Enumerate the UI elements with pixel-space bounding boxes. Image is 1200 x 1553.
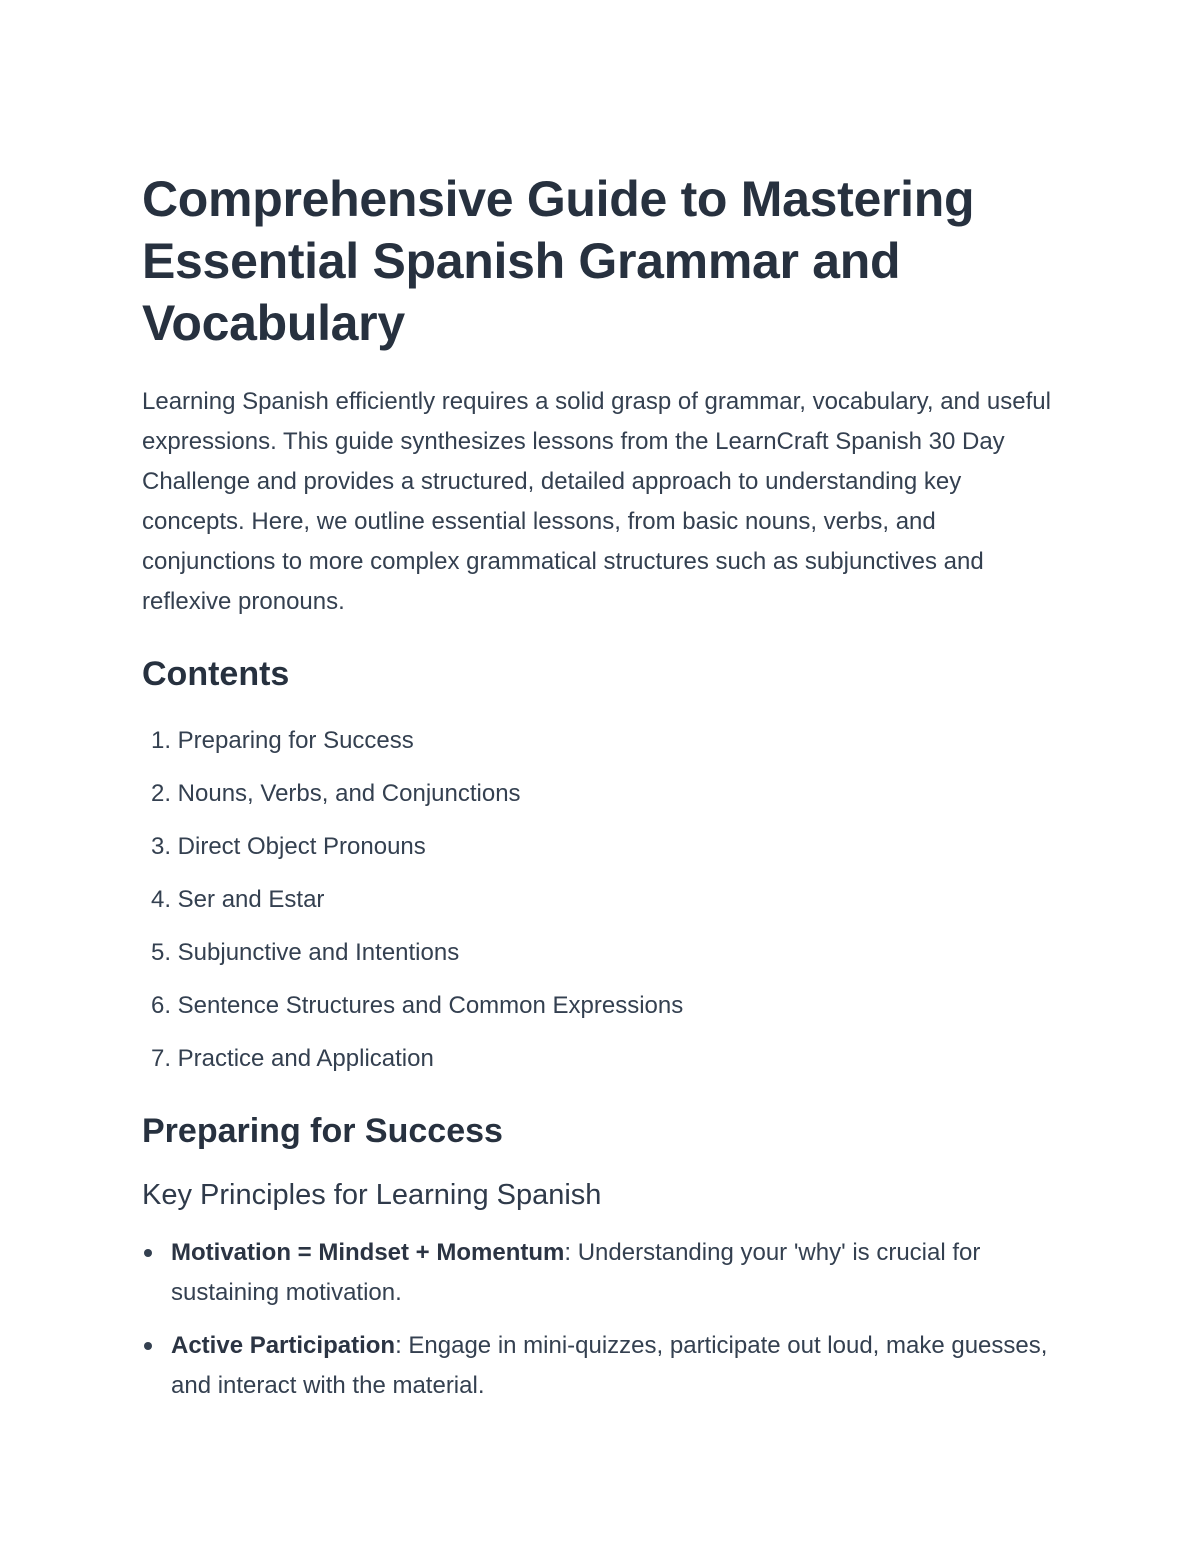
toc-item-number: 1. xyxy=(150,727,171,754)
toc-item-label: Practice and Application xyxy=(177,1045,434,1072)
bullet-term: Motivation = Mindset + Momentum xyxy=(171,1239,565,1266)
toc-item[interactable] xyxy=(142,714,1062,767)
table-of-contents xyxy=(142,714,1062,1085)
toc-item-label: Preparing for Success xyxy=(177,727,414,754)
bullet-icon xyxy=(144,1249,152,1257)
toc-item-label: Subjunctive and Intentions xyxy=(177,939,460,966)
list-item xyxy=(142,1233,1062,1313)
toc-item[interactable] xyxy=(142,979,1062,1032)
section-heading-preparing: Preparing for Success xyxy=(142,1112,503,1150)
document-page xyxy=(142,168,1062,1419)
toc-item-number: 5. xyxy=(150,939,171,966)
toc-item-label: Ser and Estar xyxy=(177,886,325,913)
toc-item[interactable] xyxy=(142,1032,1062,1085)
toc-item-number: 2. xyxy=(150,780,171,807)
toc-item-number: 7. xyxy=(150,1045,171,1072)
toc-item-number: 4. xyxy=(150,886,171,913)
bullet-text: : Engage in mini-quizzes, participate out loud, make guesses, and interact with the material. xyxy=(171,1332,1048,1399)
bullet-term: Active Participation xyxy=(171,1332,396,1359)
bullet-text: : Understanding your 'why' is crucial for sustaining motivation. xyxy=(171,1239,981,1306)
toc-item[interactable] xyxy=(142,767,1062,820)
list-item xyxy=(142,1326,1062,1406)
intro-paragraph: Learning Spanish efficiently requires a solid grasp of grammar, vocabulary, and useful expressions. This guide synthesizes lessons from the LearnCraft Spanish 30 Day Challenge and provides a structured, detailed approach to understanding key concepts. Here, we outline essential lessons, from basic nouns, verbs, and conjunctions to more complex grammatical structures such as subjunctives and reflexive pronouns. xyxy=(142,388,1051,615)
page-title: Comprehensive Guide to Mastering Essential Spanish Grammar and Vocabulary xyxy=(142,171,975,351)
toc-item-label: Direct Object Pronouns xyxy=(177,833,426,860)
toc-item-label: Sentence Structures and Common Expressions xyxy=(177,992,684,1019)
toc-item[interactable] xyxy=(142,820,1062,873)
contents-heading: Contents xyxy=(142,655,290,693)
toc-item-number: 6. xyxy=(150,992,171,1019)
toc-item[interactable] xyxy=(142,873,1062,926)
toc-item[interactable] xyxy=(142,926,1062,979)
toc-item-label: Nouns, Verbs, and Conjunctions xyxy=(177,780,521,807)
subsection-heading-key-principles: Key Principles for Learning Spanish xyxy=(142,1179,602,1211)
bullet-icon xyxy=(144,1342,152,1350)
principles-list xyxy=(142,1233,1062,1406)
toc-item-number: 3. xyxy=(150,833,171,860)
